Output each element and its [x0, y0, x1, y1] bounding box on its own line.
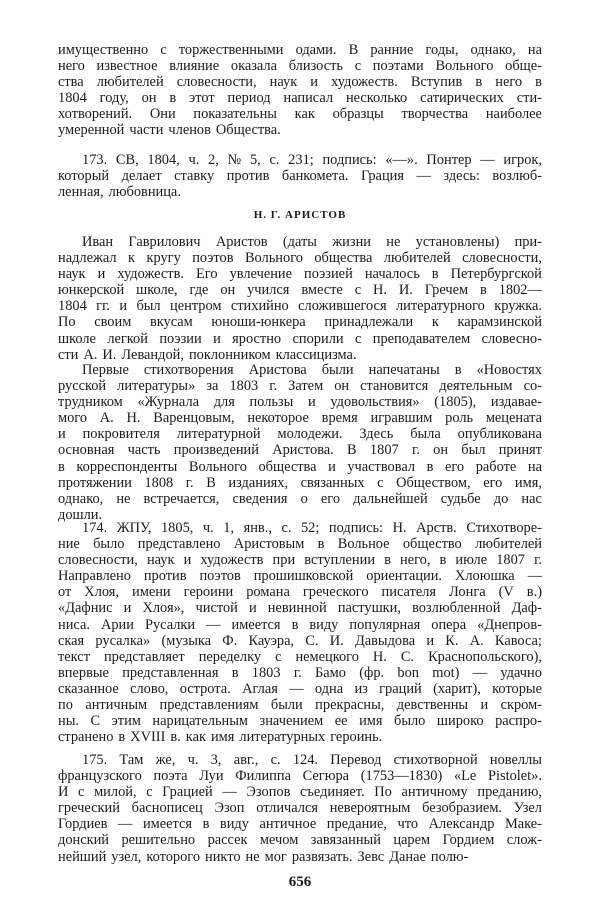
text-line: имущественно с торжественными одами. В ранние годы, однако, на — [58, 42, 542, 58]
text-line: ства любителей словесности, наук и художеств. Вступив в него в — [58, 74, 542, 91]
text-line: Гордиев — имеется в виду античное предание, что Александр Маке- — [58, 816, 542, 833]
text-line: от Хлоя, имени героини романа греческого писателя Лонга (V в.) — [58, 584, 542, 601]
text-line: основная часть произведений Аристова. В 1807 г. он был принят — [58, 442, 542, 459]
text-line: мого А. Н. Варенцовым, некоторое время игравшим роль мецената — [58, 410, 542, 427]
text-line: надлежал к кругу поэтов Вольного общества любителей словесности, — [58, 250, 542, 267]
text-line: сти А. И. Левандой, поклонником классицизма. — [58, 346, 357, 363]
text-line: сказанное слово, острота. Аглая — одна из граций (харит), которые — [58, 680, 542, 697]
text-line: 173. СВ, 1804, ч. 2, № 5, с. 231; подпись: «—». Понтер — игрок, — [82, 152, 542, 168]
text-line: него известное влияние оказала близость с поэтами Вольного обще- — [58, 58, 542, 75]
text-line: словесности, наук и художеств при вступлении в него, в июле 1807 г. — [58, 552, 542, 569]
note-174 — [58, 520, 542, 745]
bio-paragraph-1 — [58, 234, 542, 363]
note-173 — [58, 152, 542, 200]
text-line: наук и художеств. Его увлечение поэзией началось в Петербургской — [58, 266, 542, 283]
text-line: Направлено против поэтов прошишковской ориентации. Хлоюшка — — [58, 568, 542, 585]
text-line: трудником «Журнала для пользы и удовольствия» (1805), издавае- — [58, 394, 542, 411]
text-line: впервые представленная в 1803 г. Бамо (фр. bon mot) — удачно — [58, 664, 542, 681]
text-line: который делает ставку против банкомета. Грация — здесь: возлюб- — [58, 168, 542, 185]
text-line: ние было представлено Аристовым в Вольное общество любителей — [58, 536, 542, 553]
text-line: ниса. Арии Русалки — имеется в виду популярная опера «Днепров- — [58, 616, 542, 633]
text-line: школе легкой поэзии и яростно спорили с преподавателем словесно- — [58, 330, 542, 347]
text-line: 1804 году, он в этот период написал несколько сатирических сти- — [58, 90, 542, 107]
text-line: ленная, любовница. — [58, 184, 181, 201]
text-line: По своим вкусам юноши-юнкера принадлежали к карамзинской — [58, 314, 542, 331]
text-line: И с милой, с Грацией — Эзопов съединяет. По античному преданию, — [58, 784, 542, 801]
text-line: текст представляет переделку с немецкого Н. С. Краснопольского), — [58, 648, 542, 665]
text-line: дошли. — [58, 506, 103, 523]
text-line: 174. ЖПУ, 1805, ч. 1, янв., с. 52; подпись: Н. Арств. Стихотворе- — [82, 520, 542, 536]
text-line: по античным представлениям были прекрасны, девственны и скром- — [58, 697, 542, 714]
text-line: в корреспонденты Вольного общества и участвовал в его работе на — [58, 458, 542, 475]
text-line: протяжении 1808 г. В изданиях, связанных с Обществом, его имя, — [58, 474, 542, 491]
text-line: Первые стихотворения Аристова были напечатаны в «Новостях — [82, 362, 542, 378]
intro-paragraph — [58, 42, 542, 139]
text-line: донский решительно рассек мечом завязанный царем Гордием слож- — [58, 832, 542, 849]
section-heading: Н. Г. АРИСТОВ — [253, 209, 347, 221]
page-number: 656 — [288, 874, 312, 890]
text-line: ская русалка» (музыка Ф. Кауэра, С. И. Давыдова и К. А. Кавоса; — [58, 632, 542, 649]
text-line: умеренной части членов Общества. — [58, 122, 281, 139]
bio-paragraph-2 — [58, 362, 542, 523]
text-line: Иван Гаврилович Аристов (даты жизни не установлены) при- — [82, 234, 542, 250]
text-line: хотворений. Они показательны как образцы творчества наиболее — [58, 106, 542, 123]
text-line: 175. Там же, ч. 3, авг., с. 124. Перевод стихотворной новеллы — [82, 752, 542, 768]
text-line: ны. С этим нарицательным значением ее имя было широко распро- — [58, 713, 542, 730]
text-line: греческий баснописец Эзоп отличался невероятным безобразием. Узел — [58, 800, 542, 817]
note-175 — [58, 752, 542, 865]
text-line: 1804 гг. и был центром стихийно сложившегося литературного кружка. — [58, 298, 542, 315]
text-line: «Дафнис и Хлоя», чистой и невинной пастушки, возлюбленной Даф- — [58, 600, 542, 617]
text-line: и покровителя литературной молодежи. Здесь была опубликована — [58, 426, 542, 443]
text-line: нейший узел, которого никто не мог развязать. Зевс Данае полю- — [58, 848, 469, 865]
text-line: странено в XVIII в. как имя литературных героинь. — [58, 729, 383, 746]
text-line: однако, не встречается, сведения о его дальнейшей судьбе до нас — [58, 490, 542, 507]
text-line: русской литературы» за 1803 г. Затем он становится деятельным со- — [58, 378, 542, 395]
text-line: юнкерской школе, где он учился вместе с Н. И. Гречем в 1802— — [58, 282, 542, 299]
text-line: французского поэта Луи Филиппа Сегюра (1753—1830) «Le Pistolet». — [58, 768, 542, 785]
